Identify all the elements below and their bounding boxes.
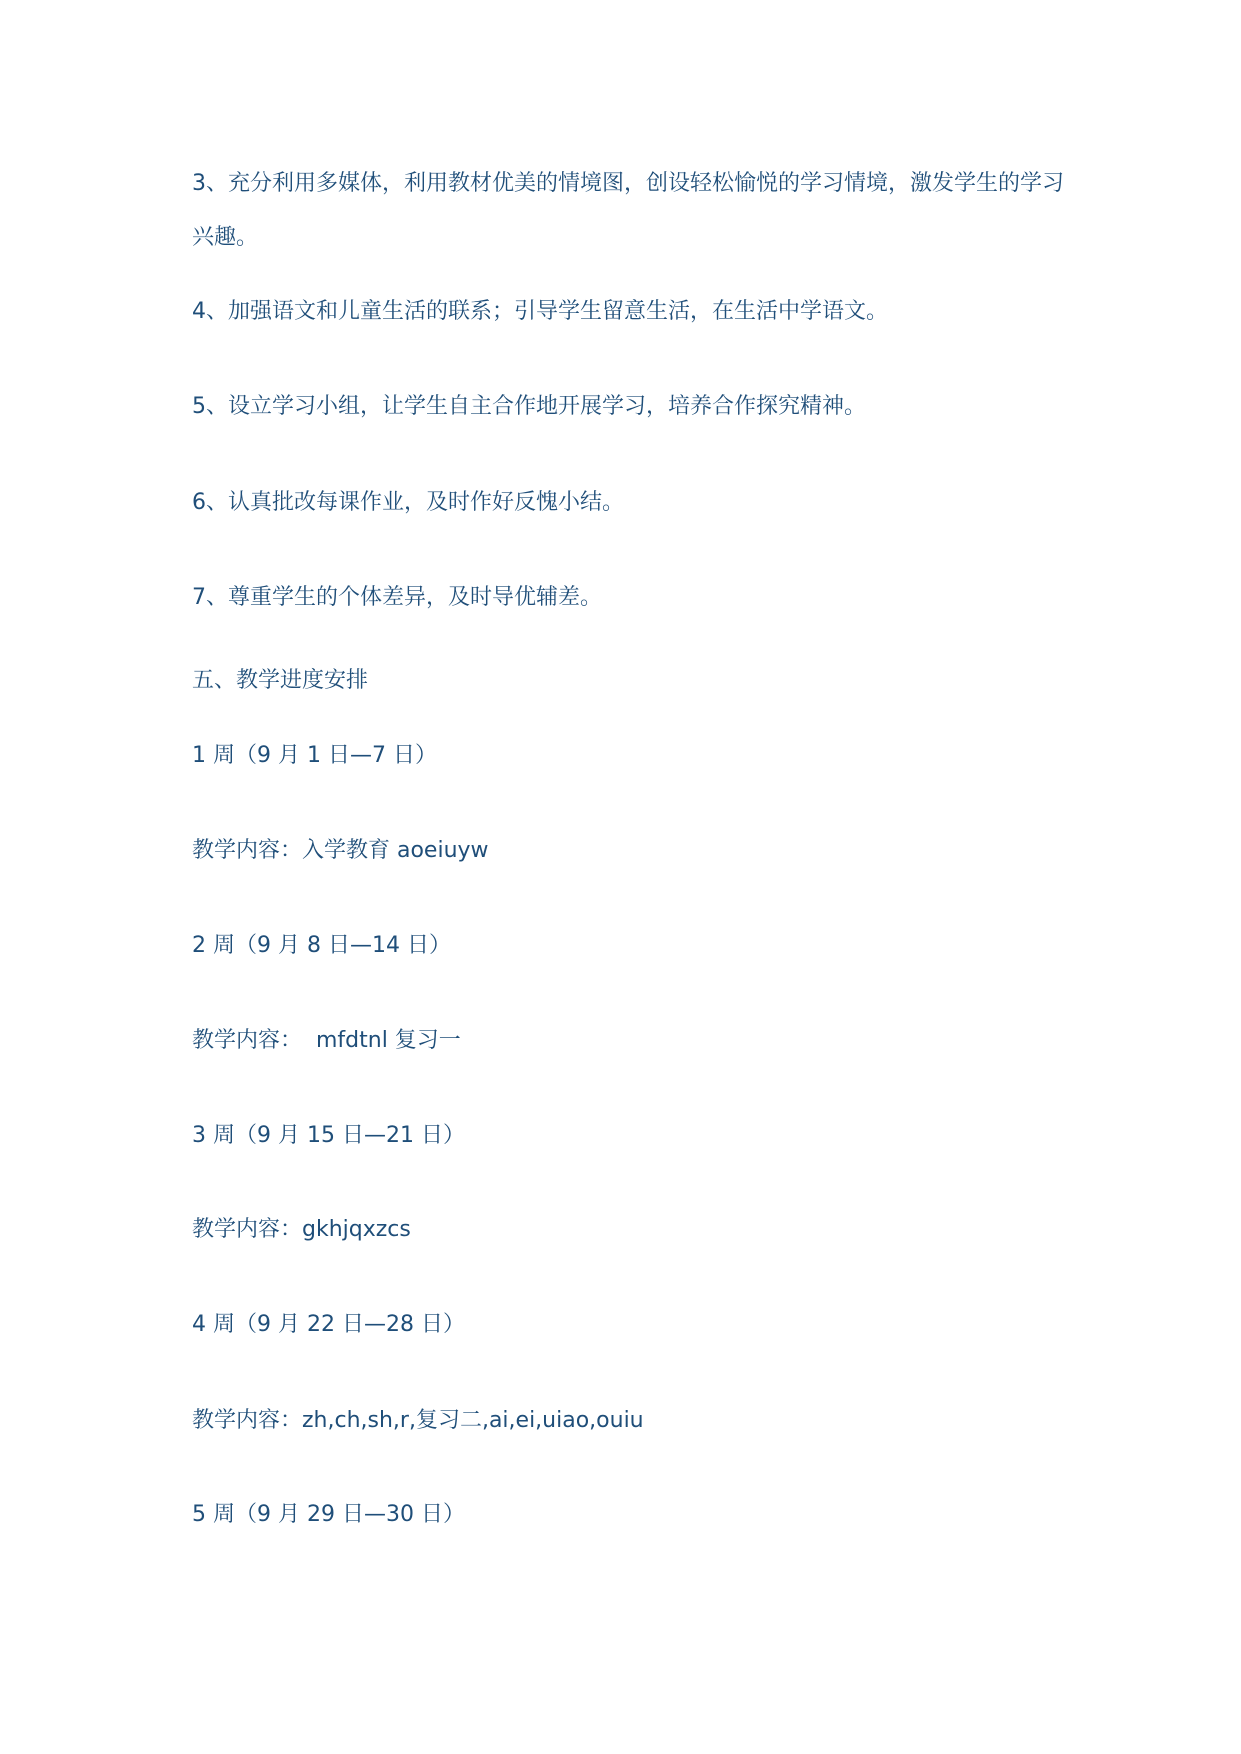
schedule-content-2: 教学内容： mfdtnl 复习一	[192, 1028, 461, 1053]
paragraph-7: 7、尊重学生的个体差异，及时导优辅差。	[192, 585, 602, 610]
schedule-content-4: 教学内容：zh,ch,sh,r,复习二,ai,ei,uiao,ouiu	[192, 1408, 644, 1433]
paragraph-6: 6、认真批改每课作业，及时作好反愧小结。	[192, 490, 624, 515]
schedule-week-5: 5 周（9 月 29 日—30 日）	[192, 1502, 465, 1527]
paragraph-3-line-2: 兴趣。	[192, 225, 259, 250]
schedule-content-1: 教学内容：入学教育 aoeiuyw	[192, 838, 489, 863]
schedule-week-2: 2 周（9 月 8 日—14 日）	[192, 933, 451, 958]
paragraph-3-line-1: 3、充分利用多媒体，利用教材优美的情境图，创设轻松愉悦的学习情境，激发学生的学习	[192, 171, 1065, 196]
schedule-week-4: 4 周（9 月 22 日—28 日）	[192, 1312, 465, 1337]
section-heading: 五、教学进度安排	[192, 668, 369, 693]
schedule-content-3: 教学内容：gkhjqxzcs	[192, 1217, 411, 1242]
paragraph-5: 5、设立学习小组，让学生自主合作地开展学习，培养合作探究精神。	[192, 394, 866, 419]
paragraph-4: 4、加强语文和儿童生活的联系；引导学生留意生活，在生活中学语文。	[192, 299, 888, 324]
schedule-week-3: 3 周（9 月 15 日—21 日）	[192, 1123, 465, 1148]
schedule-week-1: 1 周（9 月 1 日—7 日）	[192, 743, 437, 768]
